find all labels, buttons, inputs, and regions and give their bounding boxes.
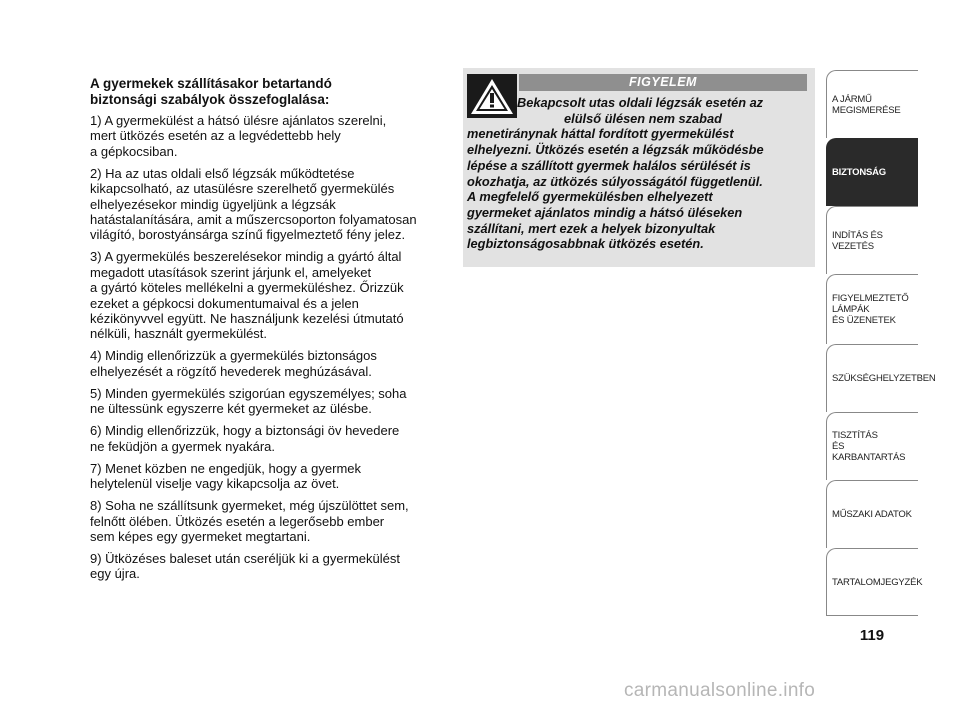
text-line: hatástalanítására, amit a műszercsoporton folyamatosan [90,212,417,228]
warning-line: szállítani, mert ezek a helyek bizonyultak [467,220,716,236]
warning-box [463,68,815,267]
warning-line: legbiztonságosabbnak ütközés esetén. [467,236,704,252]
tab-label: ÉS KARBANTARTÁS [832,441,906,463]
warning-line: elhelyezni. Ütközés esetén a légzsák működésbe [467,142,764,158]
tab-label: MEGISMERÉSE [832,104,901,116]
text-line: elhelyezésekor mindig ügyeljünk a légzsák [90,196,336,212]
text-line: megadott utasítások szerint járjunk el, amelyeket [90,264,372,280]
text-line: egy újra. [90,566,140,582]
tab-label: INDÍTÁS ÉS VEZETÉS [832,229,883,252]
text-line: helytelenül viselje vagy kikapcsolja az övet. [90,476,340,492]
warning-line: A megfelelő gyermekülésben elhelyezett [467,189,713,205]
text-line: kikapcsolható, az utasülésre szerelhető gyermekülés [90,181,395,197]
rule-3 [90,249,442,341]
rule-5 [90,386,442,417]
text-line: 5) Minden gyermekülés szigorúan egyszemélyes; soha [90,385,407,401]
warning-line: Bekapcsolt utas oldali légzsák esetén az [517,95,764,110]
rule-6 [90,423,442,454]
tab-label: LÁMPÁK [832,304,870,315]
text-line: 3) A gyermekülés beszerelésekor mindig a gyártó által [90,249,402,265]
rule-4 [90,348,442,379]
tab-jarmu-megismerese[interactable] [826,70,918,138]
rule-1 [90,113,442,159]
text-line: felnőtt ölében. Ütközés esetén a legerősebb ember [90,513,385,529]
text-line: 1) A gyermekülést a hátsó ülésre ajánlatos szerelni, [90,113,387,128]
tab-szukseghelyzetben[interactable] [826,344,936,412]
text-line: 9) Ütközéses baleset után cseréljük ki a gyermekülést [90,550,400,566]
rule-7 [90,461,442,492]
heading-line: biztonsági szabályok összefoglalása: [90,91,330,107]
text-line: a gyártó köteles mellékelni a gyermeküléshez. Őrizzük [90,280,404,296]
text-line: sem képes egy gyermeket megtartani. [90,528,311,544]
tab-label: FIGYELMEZTETŐ [832,293,909,304]
warning-line: elülső ülésen nem szabad [564,110,722,126]
text-line: 6) Mindig ellenőrizzük, hogy a biztonsági öv hevedere [90,423,400,439]
section-heading [90,76,442,107]
text-line: kézikönyvvel együtt. Ne használjunk kezelési útmutató [90,311,404,327]
tab-label: SZÜKSÉGHELYZETBEN [832,373,936,384]
text-line: elhelyezését a rögzítő hevederek meghúzásával. [90,363,372,379]
tab-inditas-es-vezetes[interactable] [826,206,918,274]
text-line: világító, borostyánsárga színű figyelmeztető fény jelez. [90,227,406,243]
text-line: ezeket a gépkocsi dokumentumaival és a jelen [90,295,359,311]
tab-label: ÉS ÜZENETEK [832,315,896,326]
heading-line: A gyermekek szállításakor betartandó [90,76,332,91]
tab-label: TISZTÍTÁS [832,430,878,441]
tab-tartalomjegyzek[interactable] [826,548,923,616]
tab-biztonsag[interactable] [826,138,918,206]
text-line: a gépkocsiban. [90,143,178,159]
text-line: 8) Soha ne szállítsunk gyermeket, még újszülöttet sem, [90,498,409,514]
text-line: 4) Mindig ellenőrizzük a gyermekülés biztonságos [90,348,377,364]
rule-9 [90,551,442,582]
text-line: 2) Ha az utas oldali első légzsák működtetése [90,165,355,181]
warning-line: gyermeket ajánlatos mindig a hátsó üléseken [467,204,743,220]
text-line: ne feküdjön a gyermek nyakára. [90,438,275,454]
tab-figyelmezteto-lampak[interactable] [826,274,918,344]
text-line: ne ültessünk egyszerre két gyermeket az ülésbe. [90,401,372,417]
tab-label: MŰSZAKI ADATOK [832,509,912,520]
text-line: mert ütközés esetén az a legvédettebb hely [90,128,341,144]
watermark-text: carmanualsonline.info [624,680,816,701]
warning-line: lépése a szállított gyermek halálos sérülését is [467,157,751,173]
tab-tisztitas-es-karbantartas[interactable] [826,412,918,480]
text-line: 7) Menet közben ne engedjük, hogy a gyermek [90,460,362,476]
tab-label: A JÁRMŰ [832,93,872,105]
tab-muszaki-adatok[interactable] [826,480,918,548]
rule-8 [90,498,442,544]
warning-text [463,95,807,252]
tab-label: BIZTONSÁG [832,167,886,178]
warning-line: menetiránynak háttal fordított gyermekülést [467,126,734,142]
text-line: nélküli, használt gyermekülést. [90,326,268,342]
tab-label: TARTALOMJEGYZÉK [832,576,923,588]
warning-title: FIGYELEM [519,74,807,91]
warning-line: okozhatja, az ütközés súlyosságától függetlenül. [467,173,763,189]
page-number: 119 [859,627,885,644]
rule-2 [90,166,442,243]
main-text-column [90,76,442,588]
